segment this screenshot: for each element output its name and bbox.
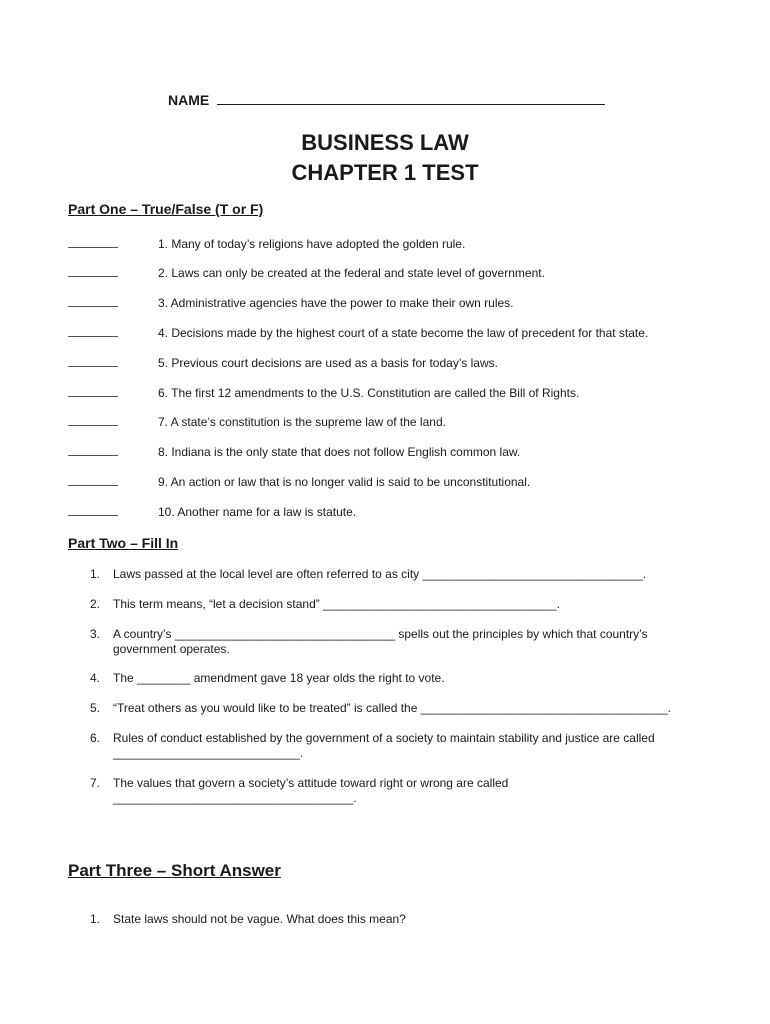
question-number: 7. bbox=[90, 776, 101, 790]
title-line-1: BUSINESS LAW bbox=[301, 130, 469, 155]
answer-blank[interactable] bbox=[68, 238, 118, 248]
name-field-row bbox=[168, 92, 605, 108]
answer-blank[interactable] bbox=[68, 387, 118, 397]
question-text: 2. Laws can only be created at the federal and state level of government. bbox=[158, 266, 545, 280]
tf-question-4 bbox=[68, 326, 649, 340]
name-blank-line[interactable] bbox=[217, 92, 605, 105]
tf-question-1 bbox=[68, 237, 466, 251]
question-text: 4. Decisions made by the highest court of a state become the law of precedent for that state. bbox=[158, 326, 649, 340]
question-text: The values that govern a society’s attitude toward right or wrong are called bbox=[113, 776, 509, 790]
question-text: This term means, “let a decision stand” ___________________________________. bbox=[113, 597, 560, 611]
answer-blank[interactable] bbox=[68, 446, 118, 456]
part-two-heading: Part Two – Fill In bbox=[68, 535, 179, 551]
question-text-continued: ____________________________. bbox=[113, 746, 304, 760]
question-text-continued: government operates. bbox=[113, 642, 230, 656]
tf-question-5 bbox=[68, 356, 498, 370]
answer-blank[interactable] bbox=[68, 506, 118, 516]
question-text: 1. Many of today’s religions have adopted the golden rule. bbox=[158, 237, 466, 251]
question-number: 2. bbox=[90, 597, 101, 611]
page-title bbox=[0, 128, 770, 188]
question-number: 3. bbox=[90, 627, 101, 641]
tf-question-10 bbox=[68, 505, 357, 519]
part-one-heading: Part One – True/False (T or F) bbox=[68, 201, 264, 217]
question-number: 5. bbox=[90, 701, 101, 715]
question-text-continued: ____________________________________. bbox=[113, 791, 357, 805]
question-number: 1. bbox=[90, 912, 101, 926]
tf-question-8 bbox=[68, 445, 521, 459]
tf-question-7 bbox=[68, 415, 446, 429]
tf-question-2 bbox=[68, 266, 545, 280]
title-line-2: CHAPTER 1 TEST bbox=[291, 160, 479, 185]
question-text: State laws should not be vague. What does this mean? bbox=[113, 912, 406, 926]
question-text: 8. Indiana is the only state that does not follow English common law. bbox=[158, 445, 521, 459]
part-three-heading: Part Three – Short Answer bbox=[68, 861, 281, 880]
question-text: “Treat others as you would like to be treated” is called the _____________________________________. bbox=[113, 701, 671, 715]
question-text: 3. Administrative agencies have the power to make their own rules. bbox=[158, 296, 514, 310]
answer-blank[interactable] bbox=[68, 327, 118, 337]
question-text: 6. The first 12 amendments to the U.S. Constitution are called the Bill of Rights. bbox=[158, 386, 580, 400]
question-number: 6. bbox=[90, 731, 101, 745]
question-text: 7. A state’s constitution is the supreme law of the land. bbox=[158, 415, 446, 429]
answer-blank[interactable] bbox=[68, 357, 118, 367]
answer-blank[interactable] bbox=[68, 297, 118, 307]
answer-blank[interactable] bbox=[68, 416, 118, 426]
question-text: Rules of conduct established by the government of a society to maintain stability and justice are called bbox=[113, 731, 655, 745]
answer-blank[interactable] bbox=[68, 267, 118, 277]
tf-question-9 bbox=[68, 475, 531, 489]
question-text: 9. An action or law that is no longer valid is said to be unconstitutional. bbox=[158, 475, 531, 489]
question-number: 4. bbox=[90, 671, 101, 685]
tf-question-3 bbox=[68, 296, 514, 310]
question-text: The ________ amendment gave 18 year olds the right to vote. bbox=[113, 671, 445, 685]
question-text: 5. Previous court decisions are used as a basis for today’s laws. bbox=[158, 356, 498, 370]
answer-blank[interactable] bbox=[68, 476, 118, 486]
question-text: A country’s _________________________________ spells out the principles by which that country’s bbox=[113, 627, 648, 641]
question-number: 1. bbox=[90, 567, 101, 581]
question-text: 10. Another name for a law is statute. bbox=[158, 505, 357, 519]
name-label: NAME bbox=[168, 92, 210, 108]
tf-question-6 bbox=[68, 386, 580, 400]
question-text: Laws passed at the local level are often referred to as city _________________________________. bbox=[113, 567, 647, 581]
